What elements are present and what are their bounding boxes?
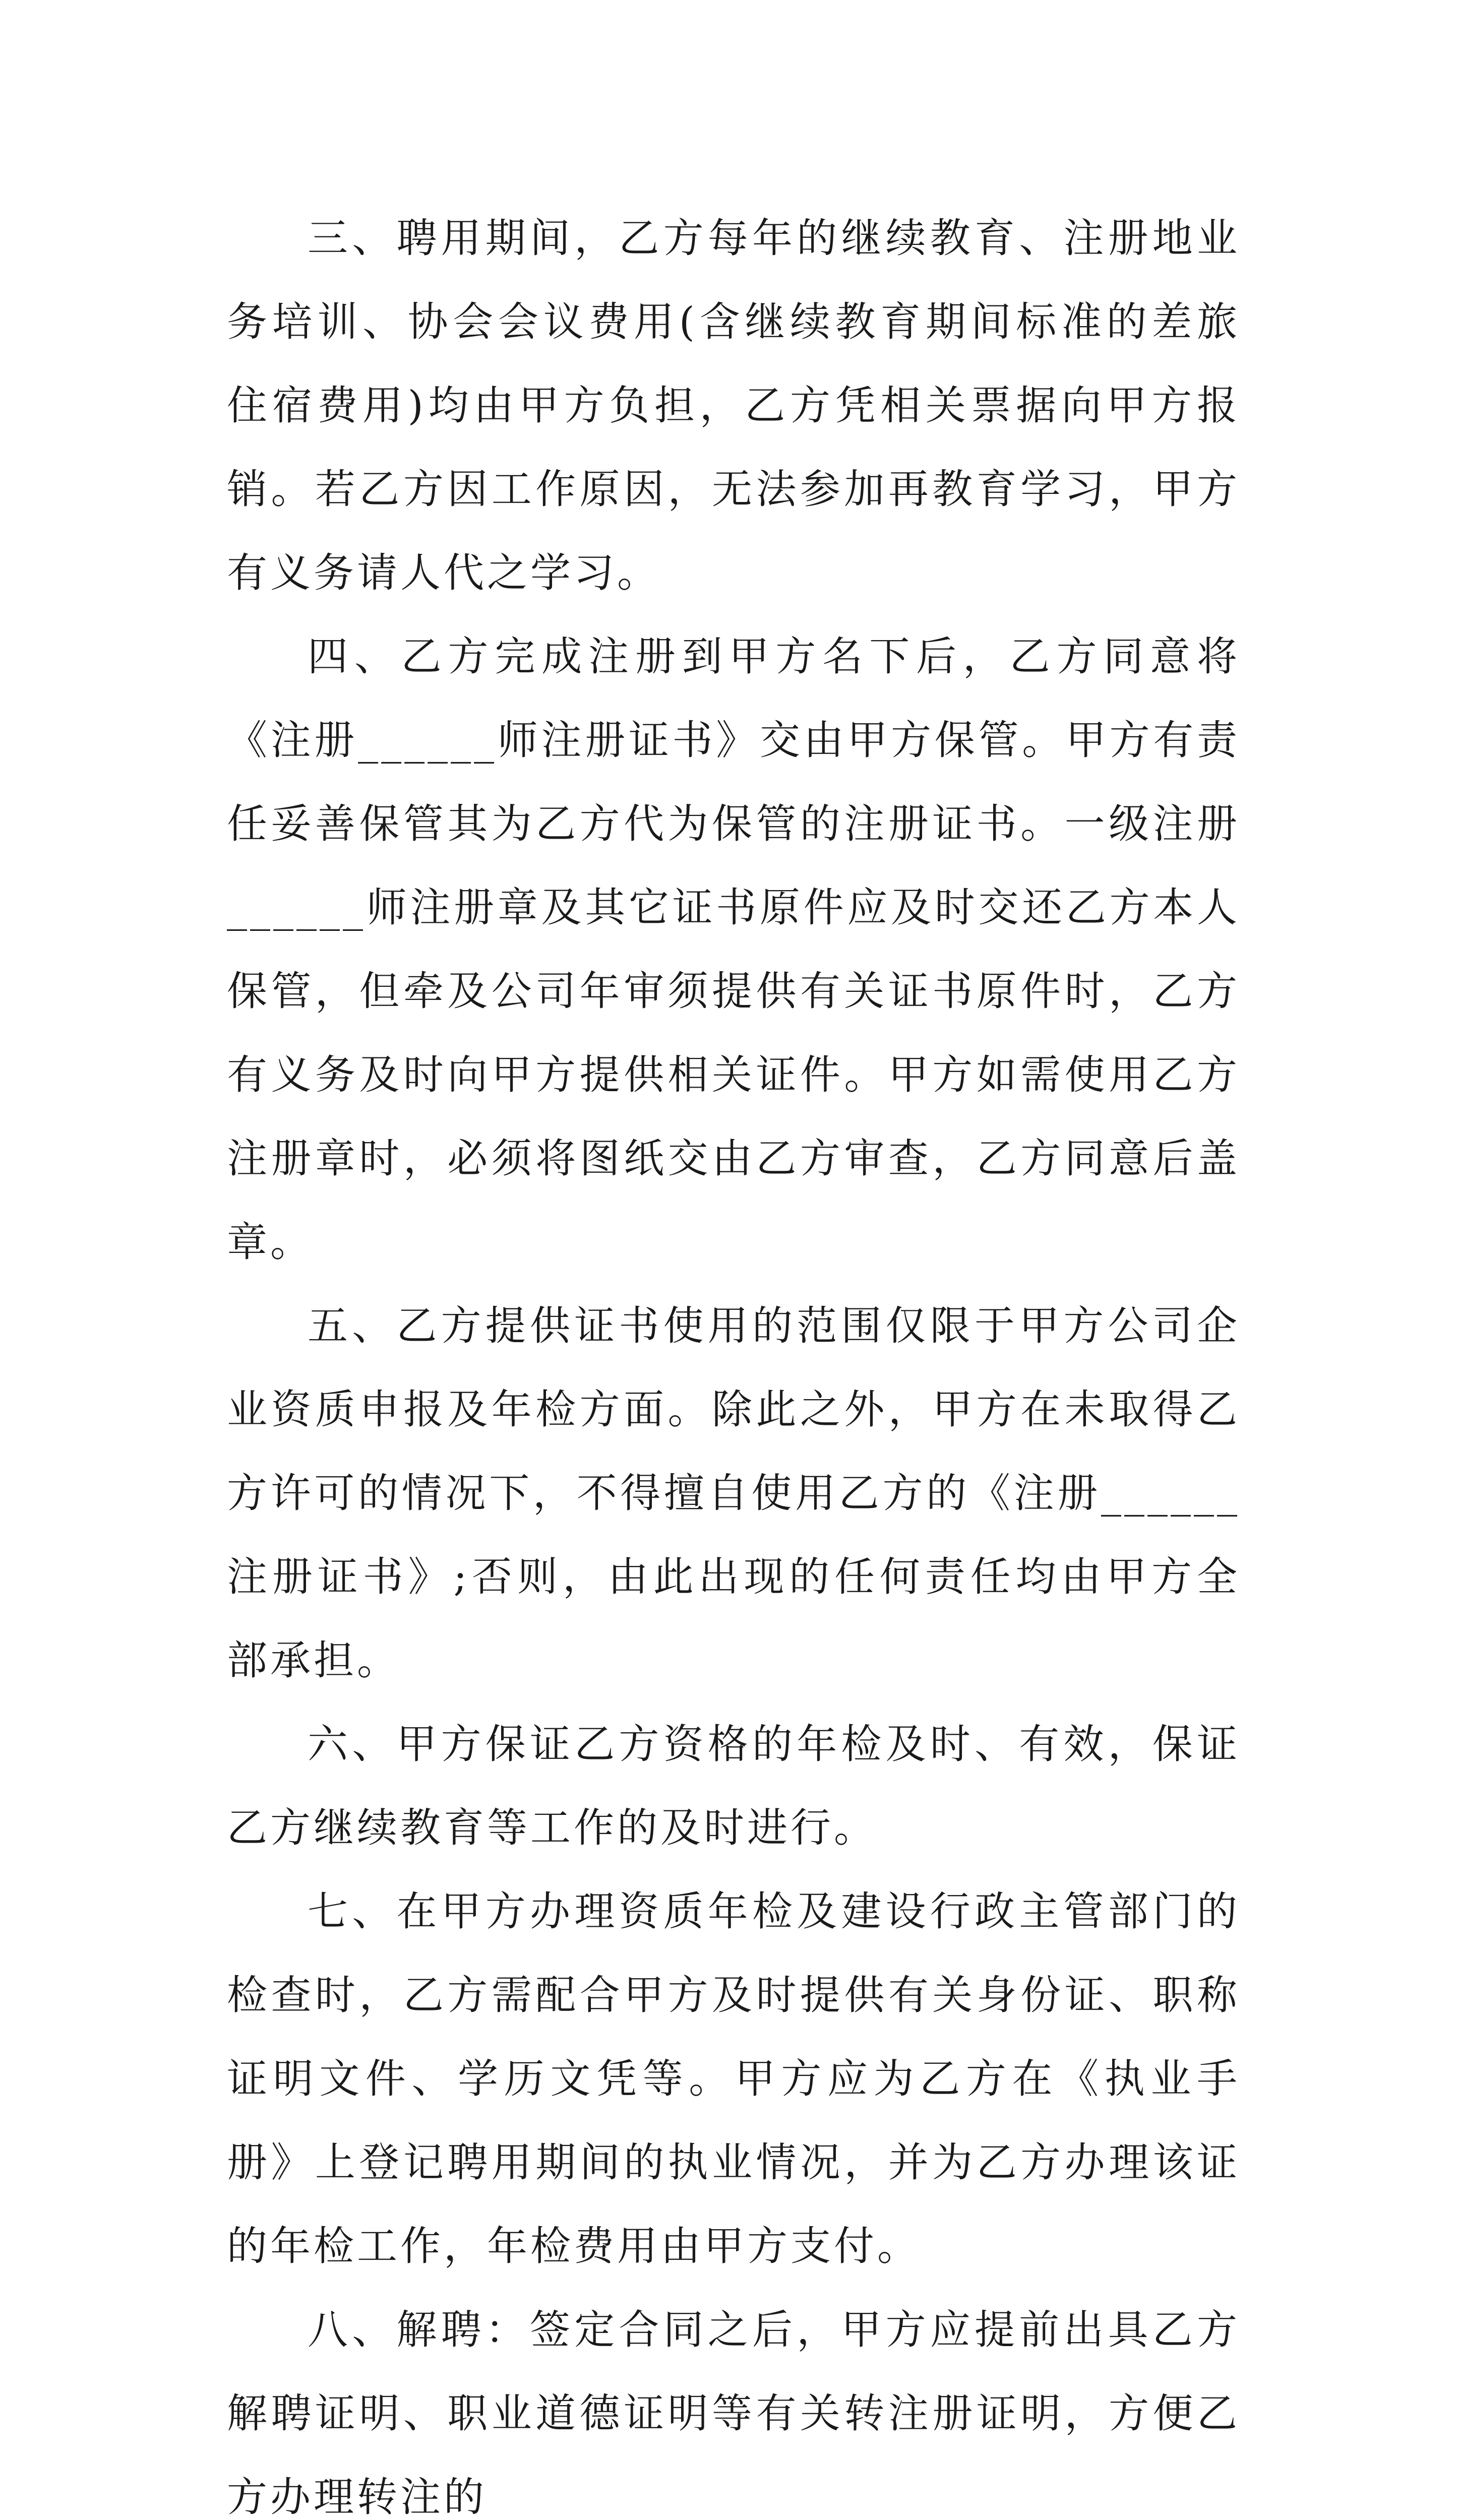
document-body: [227, 197, 1240, 2520]
clause-4-paragraph: 四、乙方完成注册到甲方名下后，乙方同意将《注册______师注册证书》交由甲方保管。甲方有责任妥善保管其为乙方代为保管的注册证书。一级注册______师注册章及其它证书原件应及时交还乙方本人保管，但牵及公司年审须提供有关证书原件时，乙方有义务及时向甲方提供相关证件。甲方如需使用乙方注册章时，必须将图纸交由乙方审查，乙方同意后盖章。: [227, 633, 1240, 1266]
clause-6-paragraph: 六、甲方保证乙方资格的年检及时、有效，保证乙方继续教育等工作的及时进行。: [227, 1721, 1240, 1851]
clause-7-paragraph: 七、在甲方办理资质年检及建设行政主管部门的检查时，乙方需配合甲方及时提供有关身份证、职称证明文件、学历文凭等。甲方应为乙方在《执业手册》上登记聘用期间的执业情况，并为乙方办理该证的年检工作，年检费用由甲方支付。: [227, 1888, 1240, 2270]
clause-5-paragraph: 五、乙方提供证书使用的范围仅限于甲方公司企业资质申报及年检方面。除此之外，甲方在未取得乙方许可的情况下，不得擅自使用乙方的《注册______注册证书》;否则，由此出现的任何责任均由甲方全部承担。: [227, 1302, 1240, 1684]
clause-8-paragraph: 八、解聘：签定合同之后，甲方应提前出具乙方解聘证明、职业道德证明等有关转注册证明，方便乙方办理转注的: [227, 2306, 1240, 2520]
clause-3-paragraph: 三、聘用期间，乙方每年的继续教育、注册地业务培训、协会会议费用(含继续教育期间标准的差旅住宿费用)均由甲方负担，乙方凭相关票据向甲方报销。若乙方因工作原因，无法参加再教育学习，甲方有义务请人代之学习。: [227, 215, 1240, 596]
